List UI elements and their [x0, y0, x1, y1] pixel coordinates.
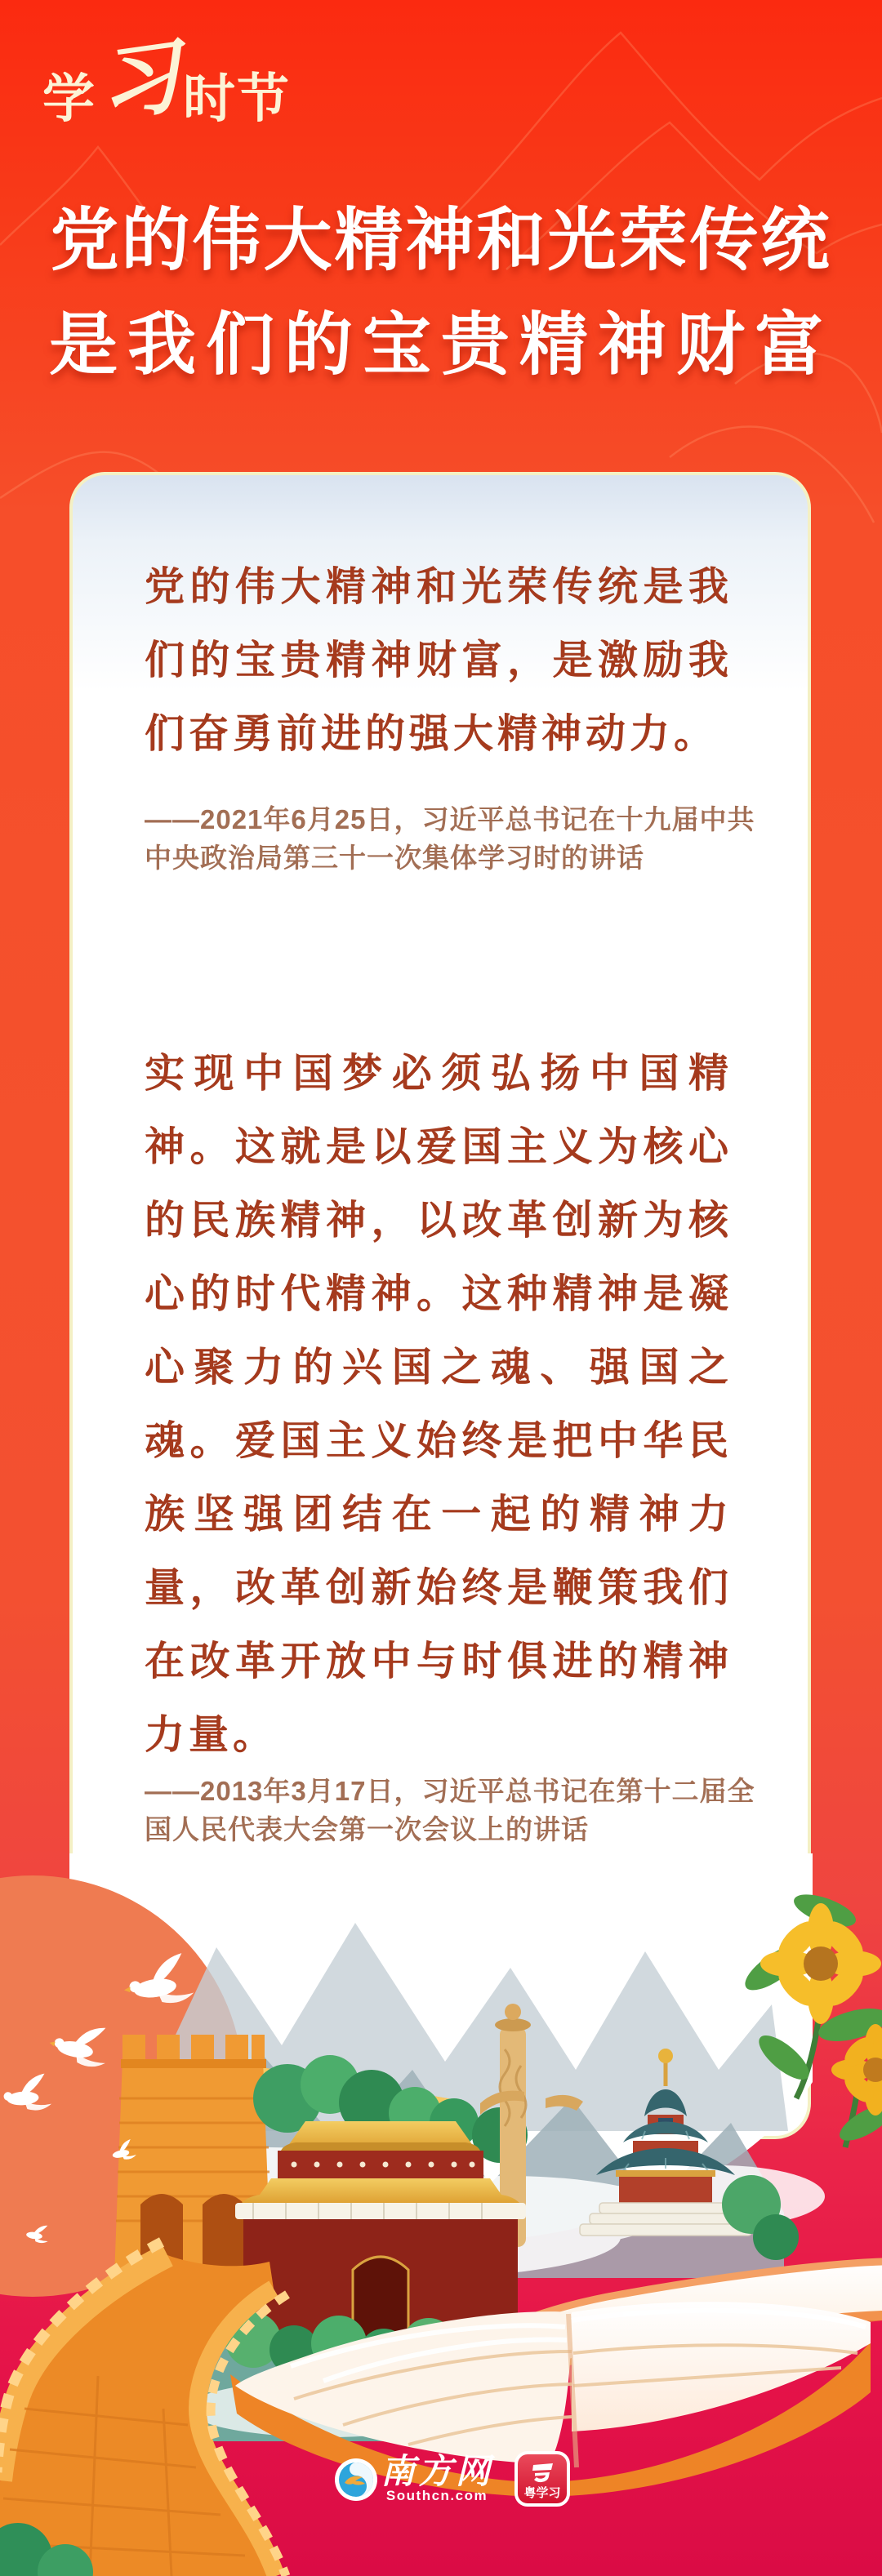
- southcn-logo: [335, 2451, 494, 2503]
- yuexuexi-book-icon: [528, 2463, 556, 2486]
- footer-logos: [335, 2451, 570, 2507]
- page-title: [0, 202, 882, 383]
- southcn-domain: Southcn.com: [385, 2487, 488, 2503]
- brand-char-calligraphic: 习: [91, 26, 189, 134]
- quote-attribution-2: ——2013年3月17日，习近平总书记在第十二届全国人民代表大会第一次会议上的讲话: [145, 1776, 755, 1844]
- brand-char: 学: [42, 69, 96, 128]
- yuexuexi-logo: [514, 2451, 570, 2507]
- quote-attribution-1: ——2021年6月25日，习近平总书记在十九届中共中央政治局第三十一次集体学习时的讲话: [145, 804, 755, 873]
- yuexuexi-name: 粤学习: [523, 2486, 561, 2500]
- title-line-2: 是我们的宝贵精神财富: [48, 306, 833, 383]
- southcn-text: [381, 2451, 494, 2503]
- southcn-name: 南方网: [381, 2451, 494, 2492]
- brand-char: 节: [237, 69, 291, 128]
- southcn-globe-icon: [335, 2458, 377, 2501]
- brand-logo: [42, 26, 291, 134]
- title-line-1: 党的伟大精神和光荣传统: [50, 202, 832, 278]
- brand-char: 时: [183, 69, 237, 128]
- quote-text-1: 党的伟大精神和光荣传统是我们的宝贵精神财富，是激励我们奋勇前进的强大精神动力。: [145, 564, 733, 756]
- quote-text-2: 实现中国梦必须弘扬中国精神。这就是以爱国主义为核心的民族精神，以改革创新为核心的时代精神。这种精神是凝心聚力的兴国之魂、强国之魂。爱国主义始终是把中华民族坚强团结在一起的精神力量，改革创新始终是鞭策我们在改革开放中与时俱进的精神力量。: [145, 1051, 733, 1757]
